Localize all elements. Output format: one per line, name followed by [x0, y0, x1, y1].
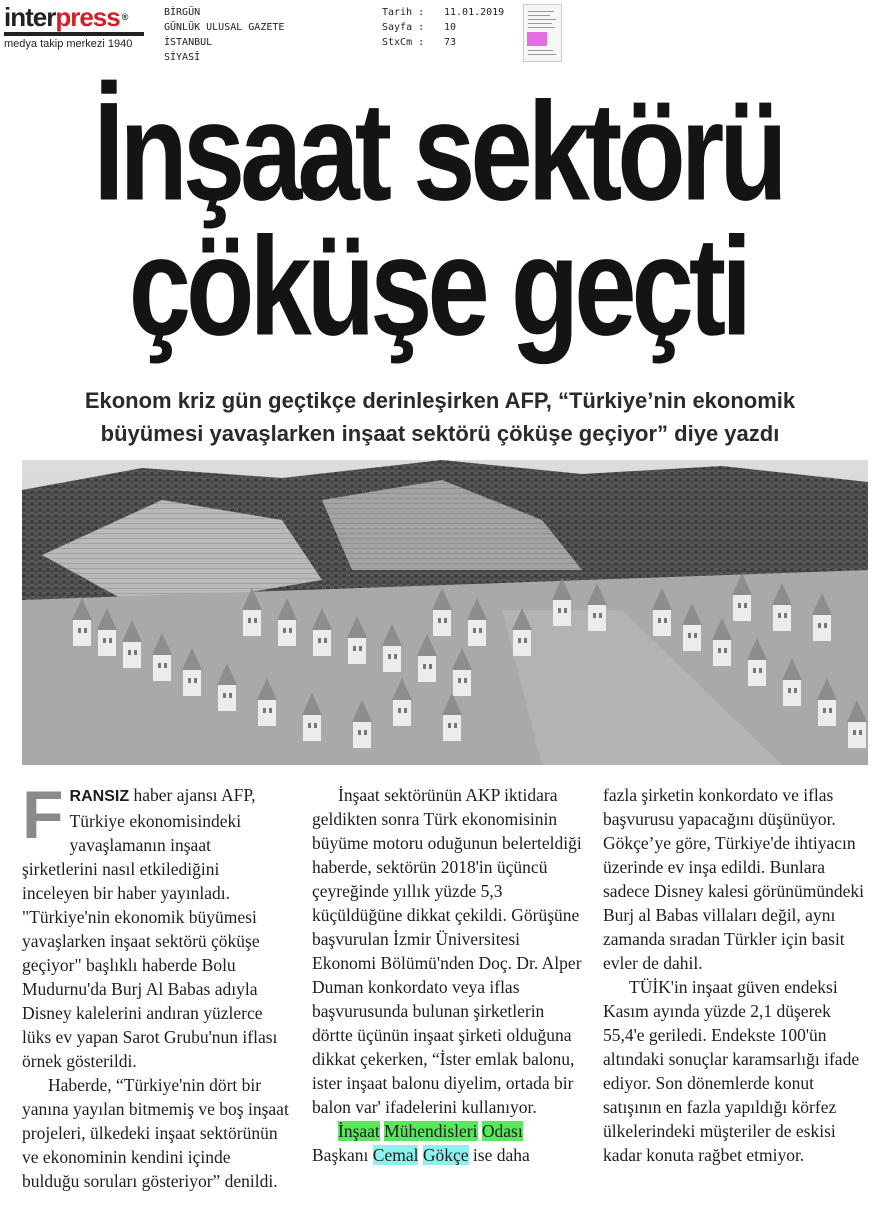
- publication-type: GÜNLÜK ULUSAL GAZETE: [164, 22, 285, 33]
- publication-category: SİYASİ: [164, 52, 201, 63]
- subheadline-line-1: Ekonom kriz gün geçtikçe derinleşirken AFP, “Türkiye’nin ekonomik: [84, 388, 796, 413]
- article-column-1: [22, 777, 290, 1193]
- paragraph: FRANSIZ haber ajansı AFP, Türkiye ekonomisindeki yavaşlamanın inşaat şirketlerini nasıl etkilediğini inceleyen bir haber yayınladı. "Türkiye'nin ekonomik büyümesi yavaşlarken inşaat sektörü çöküşe geçiyor" başlıklı haberde Bolu Mudurnu'da Burj Al Babas adıyla Disney kalelerini andıran yüzlerce lüks ev yapan Sarot Grubu'nun iflası örnek gösterildi.: [22, 777, 278, 1071]
- paragraph: Haberde, “Türkiye'nin dört bir yanına yayılan bitmemiş ve boş inşaat projeleri, ülkedeki inşaat sektörünün ve ekonominin kendini içinde bulduğu soruları gösteriyor” denildi.: [22, 1075, 289, 1191]
- headline: [0, 73, 876, 365]
- paragraph: [312, 1119, 584, 1143]
- publication-city: İSTANBUL: [164, 37, 213, 48]
- clipping-meta: [382, 5, 504, 50]
- paragraph: fazla şirketin konkordato ve iflas başvurusu yapacağını düşünüyor. Gökçe’ye göre, Türkiye'de ihtiyacın üzerinde ev inşa edildi. Bunlara sadece Disney kalesi görünümündeki Burj al Babas villaları değil, aynı zamanda sıradan Türkler için basit evler de dahil.: [603, 785, 864, 973]
- paragraph: Başkanı Cemal Gökçe ise daha: [312, 1145, 530, 1165]
- highlight-name: Gökçe: [422, 1145, 469, 1165]
- subheadline: [20, 384, 860, 450]
- article-column-2: [312, 783, 584, 1167]
- page-thumbnail: [523, 4, 562, 62]
- lead-word: RANSIZ: [69, 788, 130, 805]
- paragraph: İnşaat sektörünün AKP iktidara geldikten sonra Türk ekonomisinin büyüme motoru oduğunun belerteldiği haberde, sektörün 2018'in üçüncü çeyreğinde yıllık yüzde 5,3 küçüldüğüne dikkat çekildi. Görüşüne başvurulan İzmir Üniversitesi Ekonomi Bölümü'nden Doç. Dr. Alper Duman konkordato veya iflas başvurusunda bulunan şirketlerin dörtte üçünün inşaat şirketi olduğuna dikkat çekerken, “İster emlak balonu, ister inşaat balonu diyelim, ortada bir balon var' ifadelerini kullanıyor.: [312, 785, 582, 1117]
- highlight-name: Cemal: [372, 1145, 419, 1165]
- meta-date: Tarih : 11.01.2019: [382, 7, 505, 18]
- highlight-term: Mühendisleri: [384, 1121, 478, 1141]
- drop-cap: F: [22, 777, 64, 853]
- interpress-logo: [4, 4, 154, 50]
- meta-size: StxCm : 73: [382, 37, 457, 48]
- article-photo: [22, 460, 868, 765]
- headline-line-1: İnşaat sektörü: [93, 73, 783, 230]
- meta-page: Sayfa : 10: [382, 22, 457, 33]
- highlight-term: Odası: [481, 1121, 523, 1141]
- publication-name: BİRGÜN: [164, 7, 201, 18]
- paragraph: TÜİK'in inşaat güven endeksi Kasım ayında yüzde 2,1 düşerek 55,4'e geriledi. Endekste 100'ün altındaki sonuçlar karamsarlığı ifade ediyor. Son dönemlerde konut satışının en fazla yapıldığı körfez ülkelerindeki müşteriler de eskisi kadar konuta rağbet etmiyor.: [603, 977, 860, 1165]
- article-column-3: [603, 783, 868, 1167]
- logo-wordmark: interpress ®: [4, 2, 128, 32]
- publication-info: [164, 5, 284, 65]
- headline-line-2: çöküşe geçti: [128, 208, 748, 365]
- subheadline-line-2: büyümesi yavaşlarken inşaat sektörü çöküşe geçiyor” diye yazdı: [100, 421, 780, 446]
- logo-underline: [4, 32, 144, 36]
- villas-landscape-image: [22, 460, 868, 765]
- highlight-term: İnşaat: [338, 1121, 380, 1141]
- thumbnail-highlight: [527, 32, 547, 46]
- logo-tagline: medya takip merkezi 1940: [4, 38, 133, 50]
